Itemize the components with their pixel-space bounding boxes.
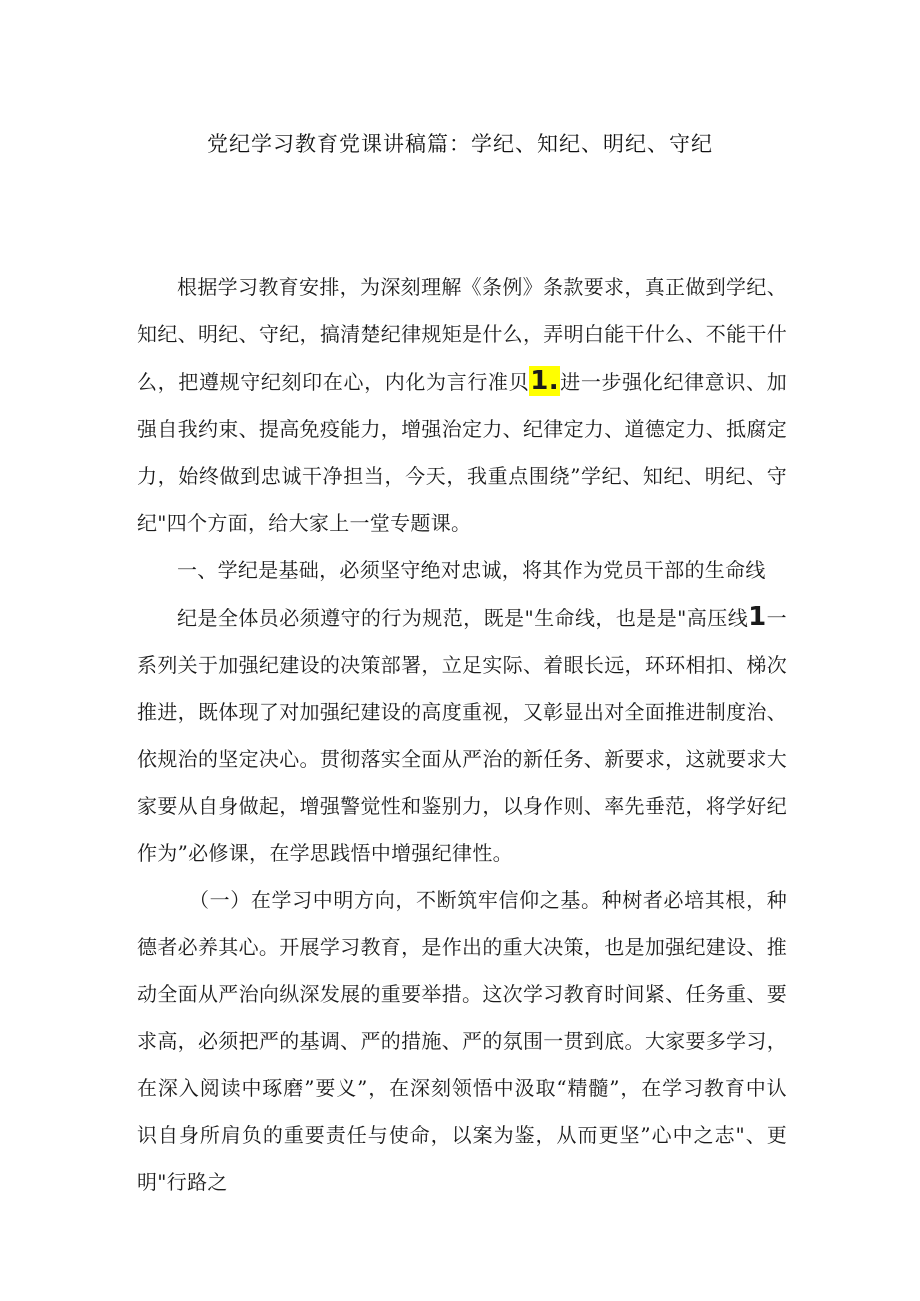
paragraph-discipline — [137, 594, 787, 877]
document-title: 党纪学习教育党课讲稿篇：学纪、知纪、明纪、守纪 — [207, 132, 713, 156]
paragraph-intro-text-start: 根据学习教育安排，为深刻理解《条例》条款要求，真正做到学纪、知纪、明纪、守纪，搞清楚纪律规矩是什么，弄明白能干什么、不能干什么，把遵规守纪刻印在心，内化为言行准贝 — [137, 275, 787, 394]
paragraph-intro — [137, 264, 787, 547]
paragraph-discipline-text-start: 纪是全体员必须遵守的行为规范，既是"生命线，也是是"高压线 — [177, 606, 749, 630]
inline-number-mark: 1 — [748, 602, 767, 632]
paragraph-subsection-1: （一）在学习中明方向，不断筑牢信仰之基。种树者必培其根，种德者必养其心。开展学习教育，是作出的重大决策，也是加强纪建设、推动全面从严治向纵深发展的重要举措。这次学习教育时间紧、任务重、要求高，必须把严的基调、严的措施、严的氛围一贯到底。大家要多学习，在深入阅读中琢磨”要义”，在深刻领悟中汲取“精髓”，在学习教育中认识自身所肩负的重要责任与使命，以案为鉴，从而更坚”心中之志"、更明"行路之 — [137, 888, 787, 1194]
document-body — [137, 264, 787, 1206]
section-heading-1: 一、学纪是基础，必须坚守绝对忠诚，将其作为党员干部的生命线 — [177, 558, 766, 582]
paragraph-discipline-text-end: 一系列关于加强纪建设的决策部署，立足实际、着眼长远，环环相扣、梯次推进，既体现了对加强纪建设的高度重视，又彰显出对全面推进制度治、依规治的坚定决心。贯彻落实全面从严治的新任务、新要求，这就要求大家要从自身做起，增强警觉性和鉴别力，以身作则、率先垂范，将学好纪作为”必修课，在学思践悟中增强纪律性。 — [137, 606, 787, 865]
paragraph-intro-text-end: 进一步强化纪律意识、加强自我约束、提高免疫能力，增强治定力、纪律定力、道德定力、抵腐定力，始终做到忠诚干净担当，今天，我重点围绕”学纪、知纪、明纪、守纪"四个方面，给大家上一堂专题课。 — [137, 370, 787, 535]
highlighted-number: 1. — [530, 366, 559, 396]
